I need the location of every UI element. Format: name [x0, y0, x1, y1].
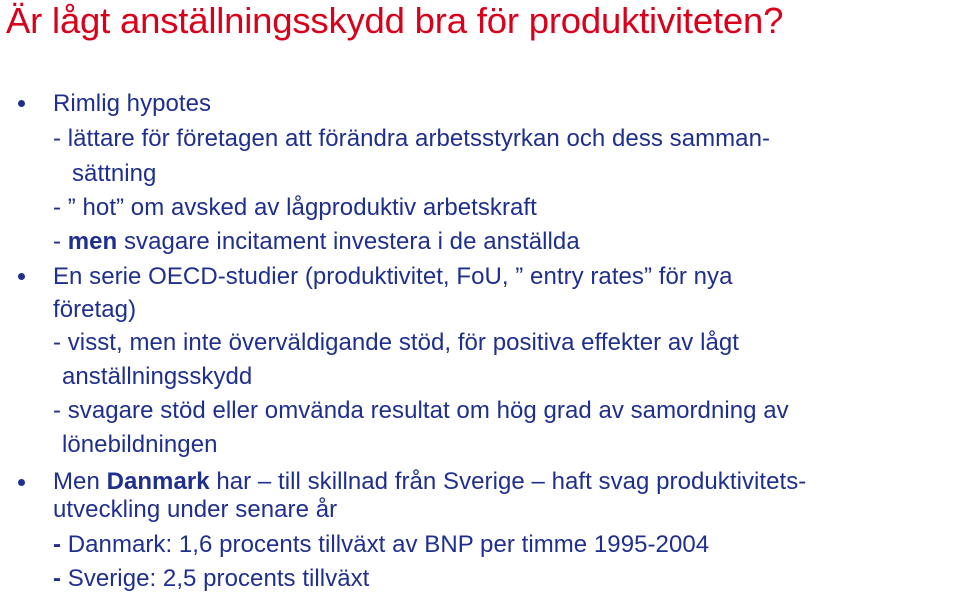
line-rest: Danmark: 1,6 procents tillväxt av BNP per timme 1995-2004: [61, 531, 710, 558]
bullet-icon: [18, 100, 25, 107]
bullet-icon: [18, 479, 25, 486]
sub-line: - ” hot” om avsked av lågproduktiv arbetskraft: [53, 194, 537, 221]
bullet-text-denmark: [53, 467, 806, 497]
line-rest: svagare incitament investera i de anställda: [117, 228, 580, 255]
sub-line: - svagare stöd eller omvända resultat om hög grad av samordning av: [53, 397, 789, 424]
sub-line: [53, 530, 709, 560]
slide-title: Är lågt anställningsskydd bra för produktiviteten?: [6, 0, 784, 41]
sub-line: anställningsskydd: [62, 363, 253, 390]
sub-line: företag): [53, 296, 137, 323]
sub-line: [53, 227, 580, 257]
sub-line: - lättare för företagen att förändra arbetsstyrkan och dess samman-: [53, 125, 771, 152]
emphasis-men: men: [67, 228, 118, 255]
sub-line: - visst, men inte överväldigande stöd, för positiva effekter av lågt: [53, 329, 739, 356]
sub-line: utveckling under senare år: [53, 496, 338, 523]
bullet-text-hypothesis: Rimlig hypotes: [53, 90, 212, 117]
line-rest: Sverige: 2,5 procents tillväxt: [61, 565, 370, 592]
bullet-icon: [18, 273, 25, 280]
sub-line: sättning: [72, 160, 157, 187]
sub-line: [53, 564, 369, 594]
dash: -: [53, 531, 62, 558]
line-prefix: -: [53, 228, 68, 255]
bullet-text-oecd: En serie OECD-studier (produktivitet, FoU, ” entry rates” för nya: [53, 263, 733, 290]
line-rest: har – till skillnad från Sverige – haft svag produktivitets-: [209, 468, 807, 495]
line-prefix: Men: [53, 468, 107, 495]
dash: -: [53, 565, 62, 592]
emphasis-danmark: Danmark: [106, 468, 210, 495]
sub-line: lönebildningen: [62, 431, 218, 458]
